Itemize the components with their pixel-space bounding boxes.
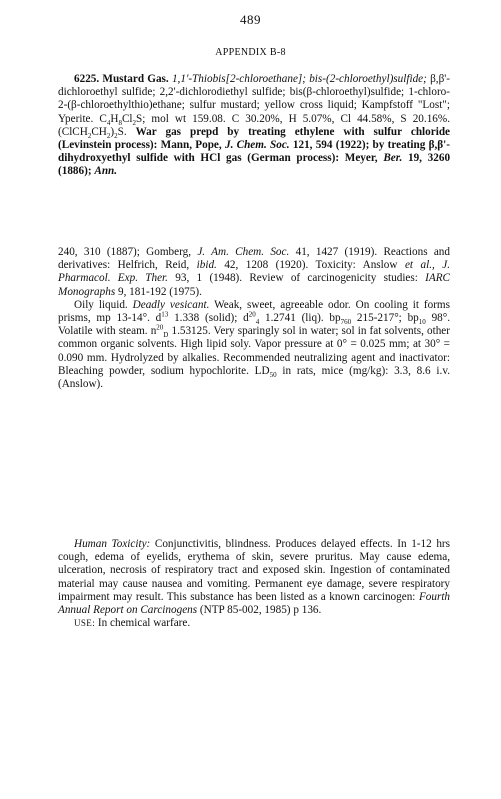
synonyms-text: β,β'-dichloroethyl sulfide; 2,2'-dichlorodiethyl sulfide; bis(β-chloroethyl)sulfide; 1-chloro-2-(β-chloroethylthio)ethane; sulfur mustard; yellow cross liquid; Kampfstoff "Lost"; Yperite. [58, 73, 451, 125]
use-paragraph [58, 617, 450, 630]
toxicity-label: Human Toxicity: [74, 538, 151, 550]
running-head: APPENDIX B-8 [215, 47, 286, 58]
structure-formula: $(ClCH_2CH_2)_2S$. [58, 125, 127, 141]
entry-block-1 [58, 73, 450, 179]
entry-heading: 6225. Mustard Gas. [74, 73, 169, 85]
properties-paragraph: Oily liquid. Deadly vesicant. Weak, sweet, agreeable odor. On cooling it forms prisms, mp 13-14°. $d^{13}$ 1.338 (solid); $d^{20}_4$ 1.2741 (liq). $bp_{760}$ 215-217°; $bp_{10}$ 98°. Volatile with steam. $n^{20}_D$ 1.53125. Very sparingly sol in water; sol in fat solvents, other common organic solvents. High lipid soly. Vapor pressure at 0° = 0.025 mm; at 30° = 0.090 mm. Hydrolyzed by alkalies. Recommended neutralizing agent and inactivator: Bleaching powder, sodium hypochlorite. $LD_{50}$ in rats, mice (mg/kg): 3.3, 8.6 i.v. (Anslow). [58, 298, 451, 391]
page-number: 489 [240, 12, 261, 27]
synonyms-italic: 1,1'-Thiobis[2-chloroethane]; bis-(2-chloroethyl)sulfide; [171, 73, 427, 85]
entry-block-2 [58, 246, 450, 391]
references-paragraph: 240, 310 (1887); Gomberg, J. Am. Chem. Soc. 41, 1427 (1919). Reactions and derivatives: Helfrich, Reid, ibid. 42, 1208 (1920). Toxicity: Anslow et al., J. Pharmacol. Exp. Ther. 93, 1 (1948). Review of carcinogenicity studies: IARC Monographs 9, 181-192 (1975). [58, 246, 451, 298]
entry-block-3 [58, 538, 450, 630]
use-label: USE: [74, 618, 96, 629]
toxicity-paragraph: Human Toxicity: Conjunctivitis, blindness. Produces delayed effects. In 1-12 hrs cough, edema of eyelids, erythema of skin, severe pruritus. May cause edema, ulceration, necrosis of respiratory tract and exposed skin. Ingestion of contaminated material may cause nausea and vomiting. Permanent eye damage, severe respiratory impairment may result. This substance has been listed as a known carcinogen: Fourth Annual Report on Carcinogens (NTP 85-002, 1985) p 136. [58, 538, 451, 617]
entry-paragraph [58, 73, 450, 179]
formula-text: $C_4H_8Cl_2S$; mol wt 159.08. C 30.20%, H 5.07%, Cl 44.58%, S 20.16%. [99, 112, 450, 127]
preparation-text: War gas prepd by treating ethylene with sulfur chloride (Levinstein process): Mann, Pope, J. Chem. Soc. 121, 594 (1922); by treating β,β'-dihydroxyethyl sulfide with HCl gas (German process): Meyer, Ber. 19, 3260 (1886); Ann. [58, 125, 451, 178]
use-text: In chemical warfare. [97, 617, 191, 630]
